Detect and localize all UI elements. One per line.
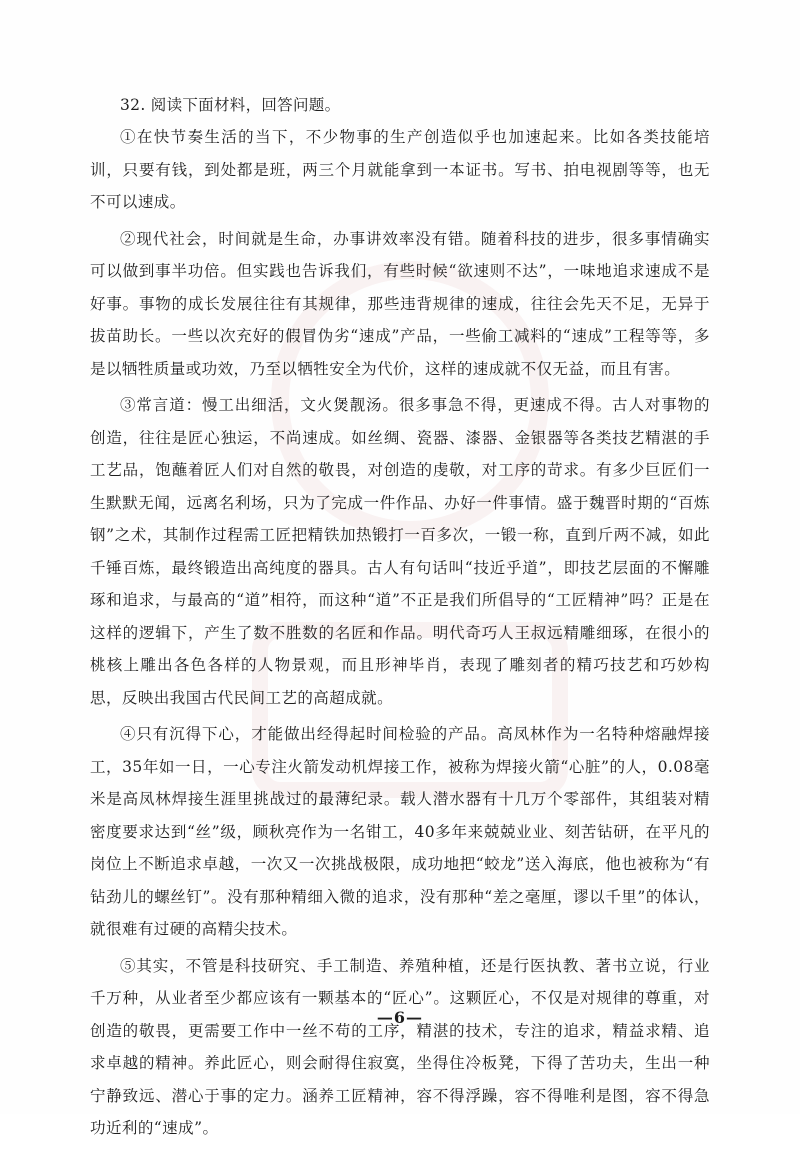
paragraph-3: ③常言道：慢工出细活，文火煲靓汤。很多事急不得，更速成不得。古人对事物的创造，往往是匠心独运，不尚速成。如丝绸、瓷器、漆器、金银器等各类技艺精湛的手工艺品，饱蘸着匠人们对自然的敬畏，对创造的虔敬，对工序的苛求。有多少巨匠们一生默默无闻，远离名利场，只为了完成一件作品、办好一件事情。盛于魏晋时期的“百炼钢”之术，其制作过程需工匠把精铁加热锻打一百多次，一锻一称，直到斤两不减，如此千锤百炼，最终锻造出高纯度的器具。古人有句话叫“技近乎道”，即技艺层面的不懈雕琢和追求，与最高的“道”相符，而这种“道”不正是我们所倡导的“工匠精神”吗？正是在这样的逻辑下，产生了数不胜数的名匠和作品。明代奇巧人王叔远精雕细琢，在很小的桃核上雕出各色各样的人物景观，而且形神毕肖，表现了雕刻者的精巧技艺和巧妙构思，反映出我国古代民间工艺的高超成就。 [90, 396, 710, 707]
paragraph-1: ①在快节奏生活的当下，不少物事的生产创造似乎也加速起来。比如各类技能培训，只要有钱，到处都是班，两三个月就能拿到一本证书。写书、拍电视剧等等，也无不可以速成。 [90, 128, 710, 211]
question-title: 32. 阅读下面材料，回答问题。 [120, 96, 341, 114]
page-number: —6— [376, 1008, 424, 1027]
paragraph-2: ②现代社会，时间就是生命，办事讲效率没有错。随着科技的进步，很多事情确实可以做到事半功倍。但实践也告诉我们，有些时候“欲速则不达”，一味地追求速成不是好事。事物的成长发展往往有其规律，那些违背规律的速成，往往会先天不足，无异于拔苗助长。一些以次充好的假冒伪劣“速成”产品，一些偷工减料的“速成”工程等等，多是以牺牲质量或功效，乃至以牺牲安全为代价，这样的速成就不仅无益，而且有害。 [90, 229, 710, 378]
paragraph-4: ④只有沉得下心，才能做出经得起时间检验的产品。高凤林作为一名特种熔融焊接工，35年如一日，一心专注火箭发动机焊接工作，被称为焊接火箭“心脏”的人，0.08毫米是高凤林焊接生涯里挑战过的最薄纪录。载人潜水器有十几万个零部件，其组装对精密度要求达到“丝”级，顾秋亮作为一名钳工，40多年来兢兢业业、刻苦钻研，在平凡的岗位上不断追求卓越，一次又一次挑战极限，成功地把“蛟龙”送入海底，他也被称为“有钻劲儿的螺丝钉”。没有那种精细入微的追求，没有那种“差之毫厘，谬以千里”的体认，就很难有过硬的高精尖技术。 [90, 725, 710, 938]
document-body [90, 94, 710, 1149]
paragraph-5: ⑤其实，不管是科技研究、手工制造、养殖种植，还是行医执教、著书立说，行业千万种，从业者至少都应该有一颗基本的“匠心”。这颗匠心，不仅是对规律的尊重，对创造的敬畏，更需要工作中一丝不苟的工序，精湛的技术，专注的追求，精益求精、追求卓越的精神。养此匠心，则会耐得住寂寞，坐得住冷板凳，下得了苦功夫，生出一种宁静致远、潜心于事的定力。涵养工匠精神，容不得浮躁，容不得唯利是图，容不得急功近利的“速成”。 [90, 956, 710, 1137]
